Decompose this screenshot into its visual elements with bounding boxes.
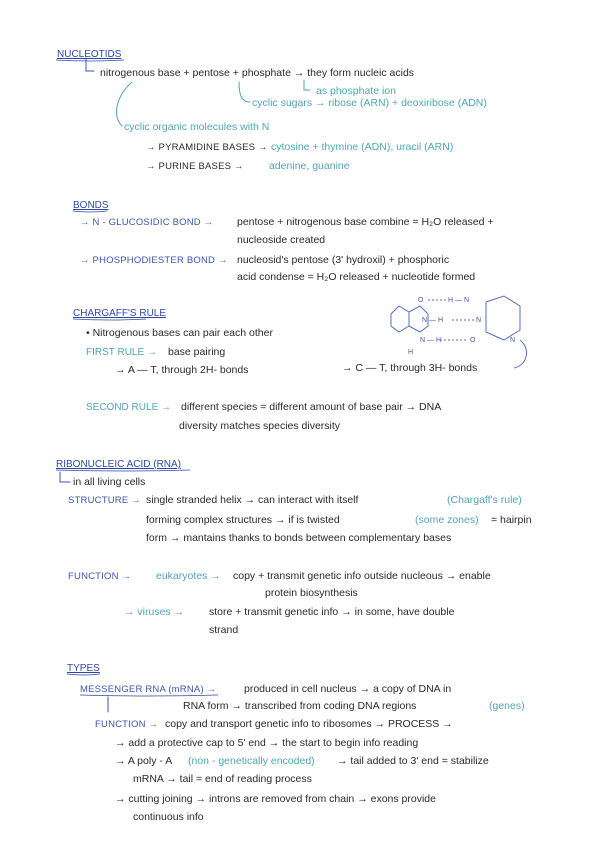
base-note: cyclic organic molecules with N xyxy=(124,121,270,133)
pyramidine-bases-label: → PYRAMIDINE BASES → xyxy=(146,142,268,153)
glucosidic-bond-label: → N - GLUCOSIDIC BOND → xyxy=(80,217,214,228)
glucosidic-bond-text-1: pentose + nitrogenous base combine = H₂O released + xyxy=(237,216,494,228)
phosphate-note: as phosphate ion xyxy=(316,85,396,97)
molecule-label-hn-top: H — N xyxy=(448,297,469,304)
second-rule-text-2: diversity matches species diversity xyxy=(179,420,341,432)
mrna-polya-a: → A poly - A xyxy=(115,755,173,767)
rna-structure-1b: (Chargaff's rule) xyxy=(447,494,522,506)
phosphodiester-bond-text-1: nucleosid's pentose (3' hydroxil) + phosphoric xyxy=(237,254,450,266)
mrna-cutting-2: continuous info xyxy=(133,811,204,823)
mrna-polya-2: mRNA → tail = end of reading process xyxy=(133,773,312,785)
mrna-text-2b: (genes) xyxy=(489,700,525,712)
mrna-polya-c: → tail added to 3' end = stabilize xyxy=(337,755,489,767)
purine-bases-value: adenine, guanine xyxy=(269,160,350,172)
rna-eukaryotes-text-1: copy + transmit genetic info outside nucleous → enable xyxy=(233,570,491,582)
purine-bases-label: → PURINE BASES → xyxy=(146,161,244,172)
mrna-cap-line: → add a protective cap to 5' end → the start to begin info reading xyxy=(115,737,419,749)
rna-eukaryotes-text-2: protein biosynthesis xyxy=(265,587,358,599)
purine-ring-left xyxy=(391,306,409,332)
second-rule-label: SECOND RULE → xyxy=(86,402,172,413)
molecule-label-nh-mid: N — H xyxy=(422,317,443,324)
mrna-polya-b: (non - genetically encoded) xyxy=(188,755,315,767)
mrna-label: MESSENGER RNA (mRNA) → xyxy=(80,684,217,695)
rna-structure-2b: (some zones) xyxy=(415,514,479,526)
rna-viruses-label: → viruses → xyxy=(124,606,185,618)
second-rule-text-1: different species = different amount of base pair → DNA xyxy=(181,401,442,413)
phosphodiester-bond-text-2: acid condense = H₂O released + nucleotide formed xyxy=(237,271,476,283)
nucleotides-components-line: nitrogenous base + pentose + phosphate → they form nucleic acids xyxy=(100,67,415,79)
molecule-label-o-low: O xyxy=(470,337,476,344)
mrna-text-1: produced in cell nucleus → a copy of DNA in xyxy=(244,683,452,695)
molecule-label-o-top: O xyxy=(418,297,424,304)
rna-structure-2a: forming complex structures → if is twisted xyxy=(146,514,340,526)
first-rule-label: FIRST RULE → xyxy=(86,347,157,358)
molecule-label-n-mid: N xyxy=(476,317,482,324)
rna-structure-2c: = hairpin xyxy=(491,514,532,526)
mrna-function-text: copy and transport genetic info to ribosomes → PROCESS → xyxy=(165,718,453,730)
rna-structure-1a: single stranded helix → can interact with itself xyxy=(146,494,359,506)
rna-function-label: FUNCTION → xyxy=(68,571,132,582)
chargaff-heading: CHARGAFF'S RULE xyxy=(73,308,167,319)
pyramidine-bases-value: cytosine + thymine (ADN), uracil (ARN) xyxy=(271,141,454,153)
mrna-cutting-1: → cutting joining → introns are removed from chain → exons provide xyxy=(115,793,436,805)
rna-viruses-text-2: strand xyxy=(209,624,239,636)
rna-structure-label: STRUCTURE → xyxy=(68,495,141,506)
rna-viruses-text-1: store + transmit genetic info → in some, have double xyxy=(209,606,455,618)
glucosidic-bond-text-2: nucleoside created xyxy=(237,234,326,246)
rna-elbow-connector xyxy=(60,472,70,482)
pentose-note: cyclic sugars → ribose (ARN) + deoxiribose (ADN) xyxy=(252,97,487,109)
rna-structure-3: form → mantains thanks to bonds between complementary bases xyxy=(146,532,452,544)
mrna-function-label: FUNCTION → xyxy=(95,719,159,730)
nucleotides-heading: NUCLEOTIDS xyxy=(57,49,122,60)
phosphodiester-bond-label: → PHOSPHODIESTER BOND → xyxy=(80,255,228,266)
types-heading: TYPES xyxy=(67,663,100,674)
pentose-note-connector xyxy=(239,82,250,102)
rna-all-cells: in all living cells xyxy=(73,476,146,488)
molecule-label-h-bottom: H xyxy=(408,349,414,356)
mrna-text-2a: RNA form → transcribed from coding DNA regions xyxy=(183,700,417,712)
heading-underlines xyxy=(56,60,218,696)
bonds-heading: BONDS xyxy=(73,200,109,211)
rna-heading: RIBONUCLEIC ACID (RNA) xyxy=(56,459,182,470)
molecule-label-n-right: N xyxy=(510,337,516,344)
first-rule-text: base pairing xyxy=(168,346,226,358)
pair-arrow-curve xyxy=(514,340,527,368)
at-pair-line: → A — T, through 2H- bonds xyxy=(115,364,249,376)
ct-pair-line: → C — T, through 3H- bonds xyxy=(342,362,478,374)
molecule-label-nh-low: N — H xyxy=(420,337,441,344)
phosphate-note-connector xyxy=(304,80,310,90)
chargaff-bullet: • Nitrogenous bases can pair each other xyxy=(86,327,273,339)
rna-eukaryotes-label: eukaryotes → xyxy=(156,570,221,582)
base-note-connector xyxy=(117,82,132,126)
